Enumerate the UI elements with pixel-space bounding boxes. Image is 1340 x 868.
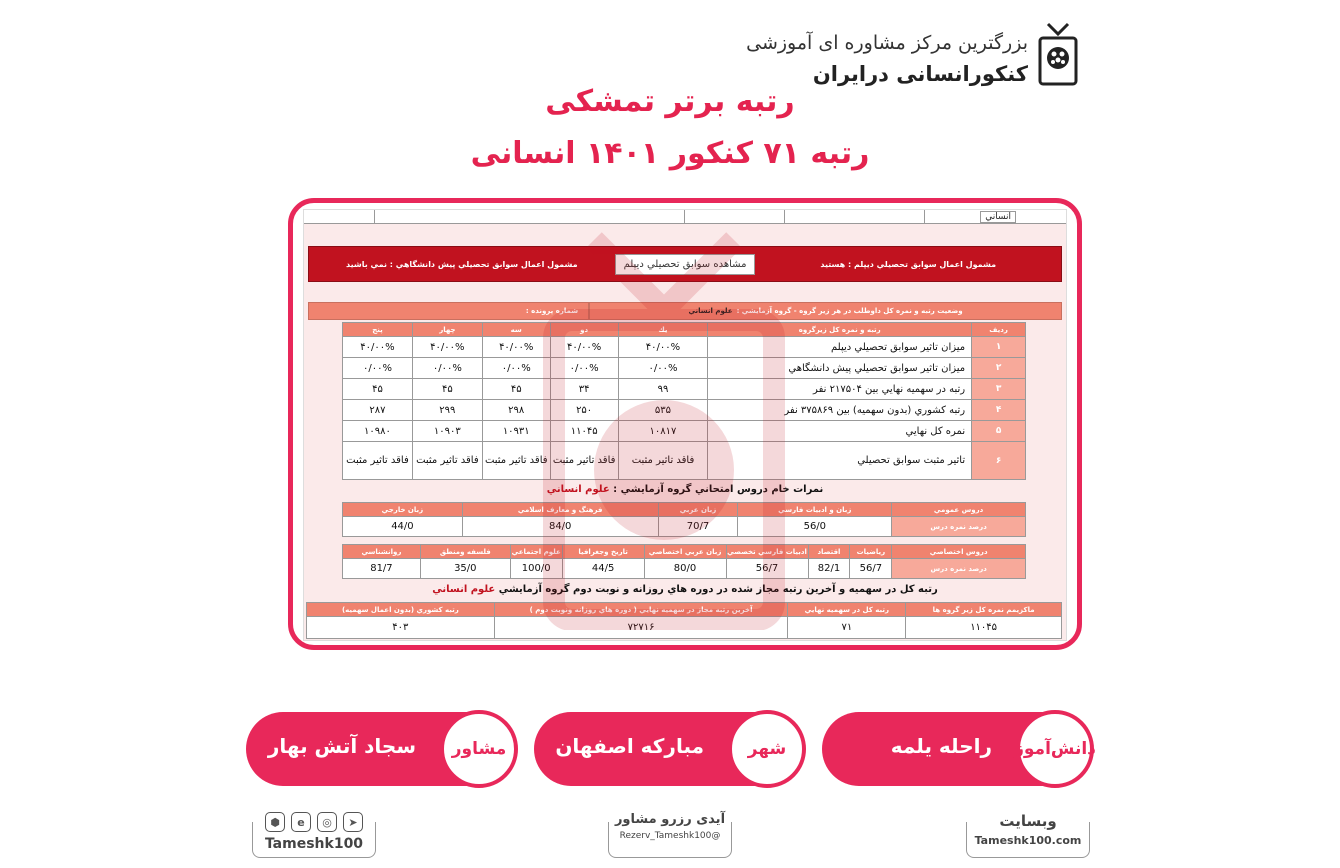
page-subtitle: رتبه ۷۱ کنکور ۱۴۰۱ انسانی [470, 136, 870, 171]
table-cell: ۰/۰۰% [343, 358, 413, 379]
advisor-name: سجاد آتش بهار [267, 734, 416, 758]
view-diploma-records-button[interactable]: مشاهده سوابق تحصيلي ديپلم [615, 254, 756, 275]
table-cell: ۱۰۹۳۱ [482, 421, 550, 442]
brand-tagline: بزرگترین مرکز مشاوره ای آموزشی [746, 32, 1028, 54]
table-row [343, 559, 1026, 579]
raw-scores-title [304, 484, 1066, 495]
konkur-result-document [303, 209, 1067, 641]
rubika-icon[interactable]: ⬢ [265, 812, 285, 832]
city-label: شهر [747, 739, 787, 759]
row-number: ۵ [972, 421, 1026, 442]
table-cell: 100/0 [510, 559, 562, 579]
table-cell: ۰/۰۰% [412, 358, 482, 379]
rank-table-header: رتبه و نمره كل زيرگروه [708, 323, 972, 337]
table-cell: فاقد تاثير مثبت [343, 442, 413, 480]
row-label: ميزان تاثير سوابق تحصيلي ديپلم [708, 337, 972, 358]
tameshk-logo-icon [1038, 20, 1078, 86]
special-header: رياضيات [850, 545, 892, 559]
table-cell: ۴۵ [412, 379, 482, 400]
final-rank-title-text: رتبه كل در سهميه و آخرين رتبه مجاز شده در دوره هاي روزانه و نوبت دوم گروه آزمايشي [498, 584, 938, 595]
status-header [308, 302, 1062, 320]
table-cell: فاقد تاثير مثبت [412, 442, 482, 480]
table-cell: ۱۱۰۴۵ [906, 617, 1062, 639]
final-rank-table [306, 602, 1062, 639]
table-cell: ۰/۰۰% [482, 358, 550, 379]
table-cell: ۰/۰۰% [618, 358, 708, 379]
general-header: زبان و ادبيات فارسي [738, 503, 892, 517]
table-cell: ۲۹۹ [412, 400, 482, 421]
table-row [343, 400, 1026, 421]
rank-table-header: رديف [972, 323, 1026, 337]
general-header: زبان عربي [658, 503, 738, 517]
row-label: تاثير مثبت سوابق تحصيلي [708, 442, 972, 480]
special-header: ادبيات فارسي تخصصي [726, 545, 808, 559]
table-cell: ۷۲۷۱۶ [494, 617, 788, 639]
row-number: ۴ [972, 400, 1026, 421]
eitaa-icon[interactable]: e [291, 812, 311, 832]
table-cell: فاقد تاثير مثبت [550, 442, 618, 480]
table-cell: ۴۰/۰۰% [343, 337, 413, 358]
special-header: فلسفه ومنطق [420, 545, 510, 559]
rank-table-header: چهار [412, 323, 482, 337]
brand-header [746, 18, 1078, 92]
table-cell: فاقد تاثير مثبت [618, 442, 708, 480]
rank-table-header: دو [550, 323, 618, 337]
final-header: ماكزيمم نمره كل زير گروه ها [906, 603, 1062, 617]
table-cell: 56/0 [738, 517, 892, 537]
table-cell: 44/5 [562, 559, 644, 579]
table-cell: 81/7 [343, 559, 421, 579]
table-cell: ۱۱۰۴۵ [550, 421, 618, 442]
website-url[interactable]: Tameshk100.com [974, 834, 1082, 847]
table-row [307, 617, 1062, 639]
table-row [343, 379, 1026, 400]
website-block[interactable] [972, 812, 1084, 858]
table-cell: ۲۵۰ [550, 400, 618, 421]
special-header: دروس اختصاصي [892, 545, 1026, 559]
table-cell: فاقد تاثير مثبت [482, 442, 550, 480]
table-row [343, 421, 1026, 442]
general-header: دروس عمومي [892, 503, 1026, 517]
advisor-card [246, 712, 512, 786]
table-cell: 70/7 [658, 517, 738, 537]
table-cell: ۴۵ [482, 379, 550, 400]
row-number: ۳ [972, 379, 1026, 400]
top-strip-cell: انساني [980, 211, 1016, 223]
table-cell: ۰/۰۰% [550, 358, 618, 379]
student-label: دانش‌آموز [1014, 739, 1096, 759]
city-name: مبارکه اصفهان [555, 734, 704, 758]
table-cell: ۳۴ [550, 379, 618, 400]
row-label: نمره كل نهايي [708, 421, 972, 442]
row-label: ميزان تاثير سوابق تحصيلي پيش دانشگاهي [708, 358, 972, 379]
row-label: رتبه كشوري (بدون سهميه) بين ۳۷۵۸۶۹ نفر [708, 400, 972, 421]
table-cell: ۲۸۷ [343, 400, 413, 421]
table-row [343, 442, 1026, 480]
rank-table-header: پنج [343, 323, 413, 337]
table-cell: ۱۰۸۱۷ [618, 421, 708, 442]
table-row [343, 517, 1026, 537]
final-rank-title-group: علوم انساني [432, 584, 496, 595]
table-cell: ۴۰/۰۰% [412, 337, 482, 358]
table-cell: 82/1 [808, 559, 850, 579]
table-cell: 44/0 [343, 517, 463, 537]
row-label: درصد نمره درس [892, 517, 1026, 537]
instagram-icon[interactable]: ◎ [317, 812, 337, 832]
special-header: تاريخ وجغرافيا [562, 545, 644, 559]
telegram-icon[interactable]: ➤ [343, 812, 363, 832]
city-label-badge [728, 710, 806, 788]
general-header: فرهنگ و معارف اسلامي [462, 503, 658, 517]
status-header-group: علوم انساني [688, 307, 733, 315]
reserve-block[interactable] [614, 812, 726, 858]
table-cell: ۴۰/۰۰% [550, 337, 618, 358]
social-handle[interactable]: Tameshk100 [264, 836, 364, 852]
general-courses-table [342, 502, 1026, 537]
table-cell: ۱۰۹۸۰ [343, 421, 413, 442]
social-icons [258, 812, 370, 832]
file-number-label: شماره پرونده : [525, 307, 579, 315]
row-label: رتبه در سهميه نهايي بين ۲۱۷۵۰۴ نفر [708, 379, 972, 400]
final-header: رتبه كشوري (بدون اعمال سهميه) [307, 603, 495, 617]
advisor-label: مشاور [451, 739, 507, 759]
special-header: اقتصاد [808, 545, 850, 559]
table-cell: ۴۵ [343, 379, 413, 400]
student-card [822, 712, 1096, 786]
table-row [343, 358, 1026, 379]
table-cell: ۵۳۵ [618, 400, 708, 421]
rank-table [342, 322, 1026, 480]
table-cell: ۴۰/۰۰% [482, 337, 550, 358]
raw-scores-title-text: نمرات خام دروس امتحاني گروه آزمايشي : [613, 484, 824, 495]
reserve-id[interactable]: @Rezerv_Tameshk100 [619, 831, 721, 841]
records-status-bar [308, 246, 1062, 282]
table-cell: ۱۰۹۰۳ [412, 421, 482, 442]
table-cell: ۷۱ [788, 617, 906, 639]
table-cell: 56/7 [850, 559, 892, 579]
table-cell: ۴۰۳ [307, 617, 495, 639]
rank-table-header: يك [618, 323, 708, 337]
rank-table-header: سه [482, 323, 550, 337]
special-courses-table [342, 544, 1026, 579]
row-label: درصد نمره درس [892, 559, 1026, 579]
student-label-badge [1016, 710, 1094, 788]
special-header: زبان عربي اختصاصي [644, 545, 726, 559]
table-cell: ۹۹ [618, 379, 708, 400]
social-block [258, 812, 370, 858]
table-row [343, 337, 1026, 358]
table-cell: ۲۹۸ [482, 400, 550, 421]
row-number: ۱ [972, 337, 1026, 358]
city-card [534, 712, 800, 786]
status-header-text: وضعيت رتبه و نمره كل داوطلب در هر زير گروه - گروه آزمايشي : [736, 307, 963, 315]
student-name: راحله یلمه [890, 734, 992, 758]
table-cell: ۴۰/۰۰% [618, 337, 708, 358]
general-header: زبان خارجي [343, 503, 463, 517]
table-cell: 56/7 [726, 559, 808, 579]
final-header: رتبه كل در سهميه نهايي [788, 603, 906, 617]
final-header: آخرين رتبه مجاز در سهميه نهايي ( دوره هاي روزانه ونوبت دوم ) [494, 603, 788, 617]
table-cell: 80/0 [644, 559, 726, 579]
row-number: ۲ [972, 358, 1026, 379]
reserve-label: آیدی رزرو مشاور [614, 812, 726, 827]
special-header: روانشناسي [343, 545, 421, 559]
advisor-label-badge [440, 710, 518, 788]
preuniversity-status: مشمول اعمال سوابق تحصيلي پيش دانشگاهي : نمي باشيد [345, 259, 578, 269]
website-label: وبسایت [999, 812, 1057, 830]
special-header: علوم اجتماعي [510, 545, 562, 559]
table-cell: 35/0 [420, 559, 510, 579]
page-title: رتبه برتر تمشکی [545, 84, 795, 119]
final-rank-title [304, 584, 1066, 595]
raw-scores-title-group: علوم انساني [546, 484, 610, 495]
diploma-status: مشمول اعمال سوابق تحصيلي ديپلم : هستيد [820, 259, 997, 269]
table-cell: 84/0 [462, 517, 658, 537]
doc-top-strip [304, 210, 1066, 224]
row-number: ۶ [972, 442, 1026, 480]
result-card-frame [288, 198, 1082, 650]
brand-name: کنکورانسانی درایران [812, 62, 1028, 86]
